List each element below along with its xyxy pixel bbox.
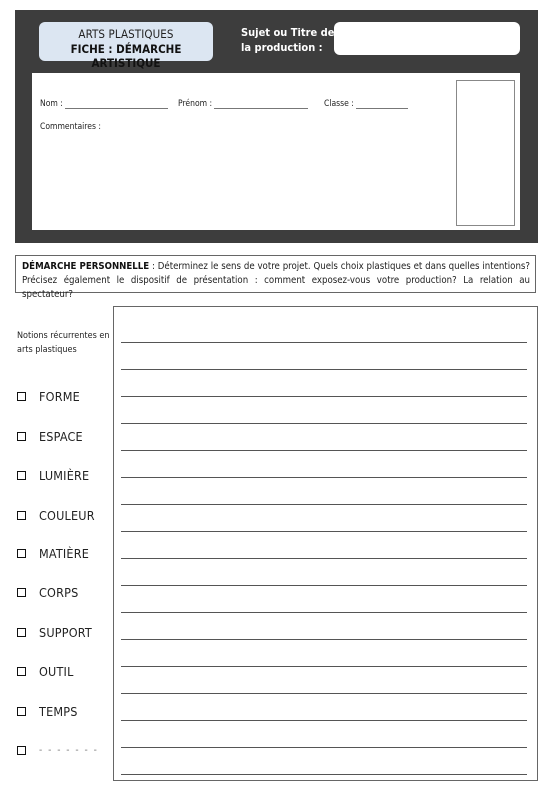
notion-label: COULEUR	[39, 507, 95, 523]
notion-item-corps[interactable]	[17, 584, 78, 600]
notion-item-outil[interactable]	[17, 663, 74, 679]
demarche-heading: DÉMARCHE PERSONNELLE	[22, 261, 150, 272]
notion-item-temps[interactable]	[17, 703, 78, 719]
writing-line[interactable]	[121, 612, 527, 613]
notions-title: Notions récurrentes en arts plastiques	[17, 331, 110, 355]
prenom-field[interactable]	[178, 99, 308, 109]
writing-line[interactable]	[121, 720, 527, 721]
comments-label[interactable]: Commentaires :	[40, 122, 101, 132]
notion-label: TEMPS	[39, 703, 78, 719]
checkbox[interactable]	[17, 588, 26, 597]
checkbox[interactable]	[17, 746, 26, 755]
notion-item-other[interactable]	[17, 742, 98, 758]
subject-label: Sujet ou Titre de la production :	[241, 26, 335, 54]
writing-line[interactable]	[121, 585, 527, 586]
photo-box[interactable]	[456, 80, 515, 226]
writing-line[interactable]	[121, 666, 527, 667]
header-panel	[15, 10, 538, 243]
writing-line[interactable]	[121, 747, 527, 748]
notion-label: ESPACE	[39, 428, 83, 444]
notion-item-espace[interactable]	[17, 428, 83, 444]
writing-area[interactable]	[113, 306, 538, 781]
prenom-label: Prénom :	[178, 99, 213, 109]
checkbox[interactable]	[17, 628, 26, 637]
writing-line[interactable]	[121, 504, 527, 505]
notion-item-matiere[interactable]	[17, 545, 89, 561]
writing-line[interactable]	[121, 396, 527, 397]
classe-line[interactable]	[356, 99, 408, 109]
notion-label: MATIÈRE	[39, 545, 90, 561]
notion-item-support[interactable]	[17, 624, 92, 640]
notion-label: LUMIÈRE	[39, 467, 90, 483]
demarche-text: : Déterminez le sens de votre projet. Quels choix plastiques et dans quelles intentions? Précisez également le dispositif de présentation : comment exposez-vous votre production? La relation au spectateur?	[22, 261, 530, 300]
student-info-panel	[32, 73, 520, 230]
writing-line[interactable]	[121, 639, 527, 640]
title-badge	[39, 22, 213, 70]
writing-line[interactable]	[121, 342, 527, 343]
writing-line[interactable]	[121, 693, 527, 694]
notion-item-lumiere[interactable]	[17, 467, 89, 483]
demarche-box	[15, 255, 536, 300]
notion-label: SUPPORT	[39, 624, 92, 640]
writing-line[interactable]	[121, 450, 527, 451]
prenom-line[interactable]	[214, 99, 308, 109]
notion-label: OUTIL	[39, 663, 74, 679]
writing-line[interactable]	[121, 774, 527, 775]
checkbox[interactable]	[17, 549, 26, 558]
classe-label: Classe :	[324, 99, 354, 109]
writing-line[interactable]	[121, 423, 527, 424]
writing-line[interactable]	[121, 531, 527, 532]
classe-field[interactable]	[324, 99, 408, 109]
notion-item-couleur[interactable]	[17, 507, 95, 523]
checkbox[interactable]	[17, 511, 26, 520]
title-line1: ARTS PLASTIQUES	[78, 27, 174, 41]
checkbox[interactable]	[17, 707, 26, 716]
subject-input[interactable]	[334, 22, 520, 55]
checkbox[interactable]	[17, 432, 26, 441]
notion-label: CORPS	[39, 584, 79, 600]
writing-line[interactable]	[121, 477, 527, 478]
writing-line[interactable]	[121, 369, 527, 370]
nom-field[interactable]	[40, 99, 168, 109]
notion-label: - - - - - - -	[39, 744, 99, 756]
notion-item-forme[interactable]	[17, 388, 80, 404]
writing-line[interactable]	[121, 558, 527, 559]
checkbox[interactable]	[17, 392, 26, 401]
title-line2: FICHE : DÉMARCHE ARTISTIQUE	[70, 42, 182, 70]
checkbox[interactable]	[17, 471, 26, 480]
notion-label: FORME	[39, 388, 80, 404]
nom-label: Nom :	[40, 99, 63, 109]
checkbox[interactable]	[17, 667, 26, 676]
nom-line[interactable]	[65, 99, 168, 109]
